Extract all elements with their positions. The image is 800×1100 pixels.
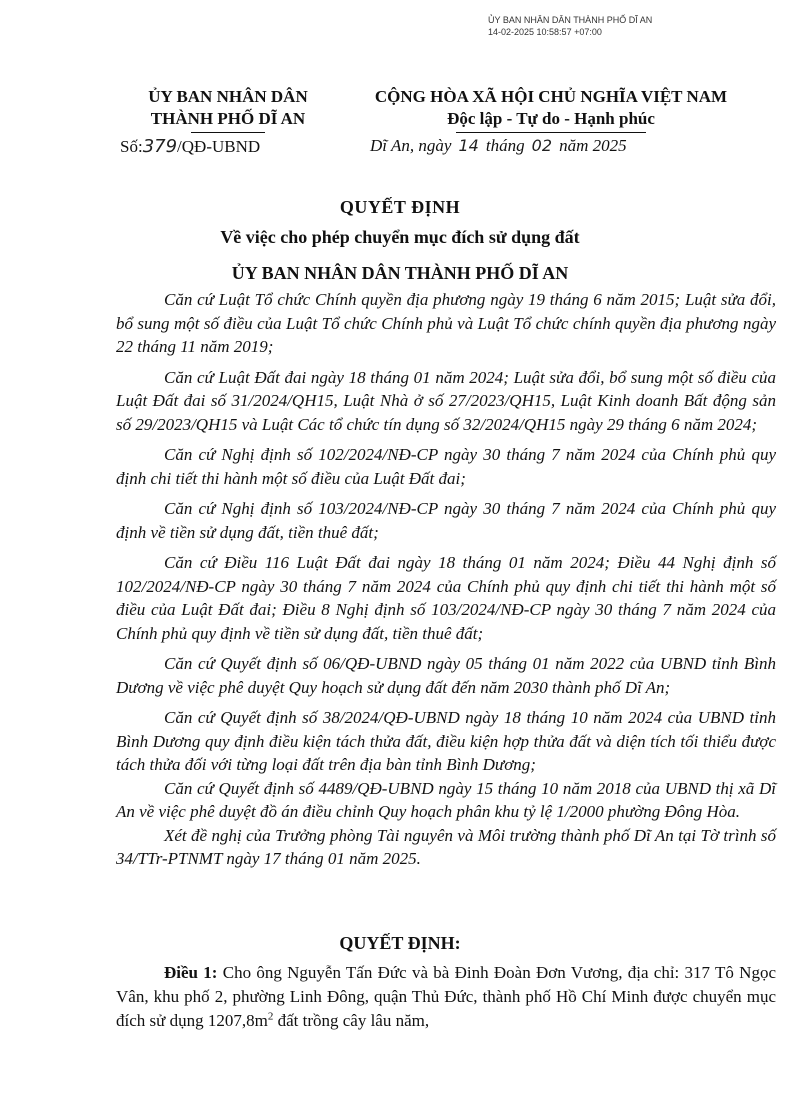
preamble-paragraph: Căn cứ Điều 116 Luật Đất đai ngày 18 tháng 01 năm 2024; Điều 44 Nghị định số 102/2024/NĐ-CP ngày 30 tháng 7 năm 2024 của Chính phủ quy định chi tiết thi hành một số điều của Luật Đất đai; Điều 8 Nghị định số 103/2024/NĐ-CP ngày 30 tháng 7 năm 2024 của Chính phủ quy định về tiền sử dụng đất, tiền thuê đất; [116, 553, 776, 643]
authority-underline [191, 132, 265, 133]
country-name: CỘNG HÒA XÃ HỘI CHỦ NGHĨA VIỆT NAM [374, 87, 728, 106]
signature-timestamp: 14-02-2025 10:58:57 +07:00 [488, 27, 602, 37]
issuing-authority-header [128, 86, 328, 133]
national-motto-header [336, 86, 766, 133]
document-date [370, 136, 627, 156]
preamble-paragraph: Căn cứ Luật Tổ chức Chính quyền địa phương ngày 19 tháng 6 năm 2015; Luật sửa đổi, bổ sung một số điều của Luật Tổ chức Chính phủ và Luật Tổ chức chính quyền địa phương ngày 22 tháng 11 năm 2019; [116, 290, 776, 356]
preamble [116, 288, 776, 871]
area-unit-superscript: 2 [267, 1010, 274, 1023]
article-1-text-end: đất trồng cây lâu năm, [273, 1011, 430, 1030]
date-place: Dĩ An, ngày [370, 136, 452, 155]
article-1 [116, 961, 776, 1033]
authority-line-2: THÀNH PHỐ DĨ AN [150, 109, 306, 128]
document-number [120, 136, 260, 157]
preamble-paragraph: Căn cứ Quyết định số 06/QĐ-UBND ngày 05 tháng 01 năm 2022 của UBND tỉnh Bình Dương về việc phê duyệt Quy hoạch sử dụng đất đến năm 2030 thành phố Dĩ An; [116, 654, 776, 697]
decision-heading: QUYẾT ĐỊNH: [339, 933, 461, 953]
motto-underline [456, 132, 646, 133]
authority-line-1: ỦY BAN NHÂN DÂN [148, 87, 308, 106]
date-day-handwritten: 14 [458, 136, 479, 155]
deciding-authority: ỦY BAN NHÂN DÂN THÀNH PHỐ DĨ AN [231, 263, 569, 283]
document-title: QUYẾT ĐỊNH [339, 197, 461, 217]
preamble-paragraph: Căn cứ Quyết định số 4489/QĐ-UBND ngày 15 tháng 10 năm 2018 của UBND thị xã Dĩ An về việc phê duyệt đồ án điều chỉnh Quy hoạch phân khu tỷ lệ 1/2000 phường Đông Hòa. [116, 778, 776, 821]
preamble-paragraph: Căn cứ Quyết định số 38/2024/QĐ-UBND ngày 18 tháng 10 năm 2024 của UBND tỉnh Bình Dương quy định điều kiện tách thửa đất, điều kiện hợp thửa đất và diện tích tối thiểu được tách thửa đối với từng loại đất trên địa bàn tỉnh Bình Dương; [116, 708, 776, 774]
preamble-paragraph: Căn cứ Luật Đất đai ngày 18 tháng 01 năm 2024; Luật sửa đổi, bổ sung một số điều của Luật Đất đai số 31/2024/QH15, Luật Nhà ở số 27/2023/QH15, Luật Kinh doanh Bất động sản số 29/2023/QH15 và Luật Các tổ chức tín dụng số 32/2024/QH15 ngày 29 tháng 6 năm 2024; [116, 367, 776, 434]
article-1-paragraph [116, 961, 776, 1033]
preamble-paragraph: Căn cứ Nghị định số 103/2024/NĐ-CP ngày 30 tháng 7 năm 2024 của Chính phủ quy định về tiền sử dụng đất, tiền thuê đất; [116, 499, 776, 542]
national-motto: Độc lập - Tự do - Hạnh phúc [447, 109, 655, 128]
article-1-text: Cho ông Nguyễn Tấn Đức và bà Đinh Đoàn Đơn Vương, địa chỉ: 317 Tô Ngọc Vân, khu phố 2, phường Linh Đông, quận Thủ Đức, thành phố Hồ Chí Minh được chuyển mục đích sử dụng 1207,8m [116, 963, 776, 1030]
article-1-label: Điều 1: [164, 963, 218, 982]
digital-signature-stamp [488, 14, 788, 38]
preamble-paragraph: Xét đề nghị của Trưởng phòng Tài nguyên và Môi trường thành phố Dĩ An tại Tờ trình số 34/TTr-PTNMT ngày 17 tháng 01 năm 2025. [116, 825, 776, 868]
date-year: năm 2025 [559, 136, 627, 155]
doc-number-handwritten: 379 [142, 136, 178, 157]
preamble-paragraph: Căn cứ Nghị định số 102/2024/NĐ-CP ngày 30 tháng 7 năm 2024 của Chính phủ quy định chi tiết thi hành một số điều của Luật Đất đai; [116, 445, 776, 488]
doc-number-prefix: Số: [120, 137, 143, 156]
document-subject: Về việc cho phép chuyển mục đích sử dụng đất [220, 227, 580, 247]
signature-org: ỦY BAN NHÂN DÂN THÀNH PHỐ DĨ AN [488, 15, 653, 25]
date-month-handwritten: 02 [531, 136, 553, 155]
doc-number-suffix: /QĐ-UBND [177, 137, 261, 156]
date-month-label: tháng [485, 136, 525, 155]
